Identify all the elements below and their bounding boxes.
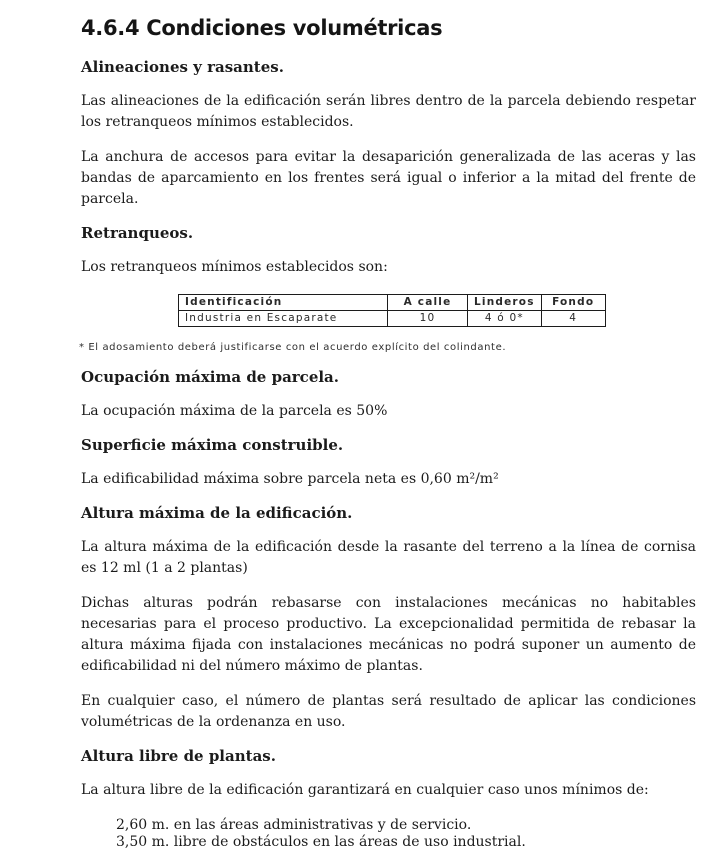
heading-altura-libre: Altura libre de plantas. (81, 747, 696, 766)
paragraph-en-cualquier-caso: En cualquier caso, el número de plantas será resultado de aplicar las condiciones volumétricas de la ordenanza en uso. (81, 691, 696, 733)
table-footnote: * El adosamiento deberá justificarse con el acuerdo explícito del colindante. (79, 341, 696, 354)
retranqueos-table (178, 294, 606, 327)
heading-superficie-maxima: Superficie máxima construible. (81, 436, 696, 455)
paragraph-dichas-alturas: Dichas alturas podrán rebasarse con instalaciones mecánicas no habitables necesarias para el proceso productivo. La excepcionalidad permitida de rebasar la altura máxima fijada con instalaciones mecánicas no podrá suponer un aumento de edificabilidad ni del número máximo de plantas. (81, 593, 696, 677)
table-header-linderos: Linderos (468, 295, 542, 311)
table-header-row (179, 295, 606, 311)
table-header-identificacion: Identificación (179, 295, 388, 311)
section-title: 4.6.4 Condiciones volumétricas (81, 15, 696, 41)
table-header-a-calle: A calle (388, 295, 468, 311)
cell-linderos: 4 ó 0* (468, 311, 542, 327)
paragraph-altura-maxima: La altura máxima de la edificación desde la rasante del terreno a la línea de cornisa es 12 ml (1 a 2 plantas) (81, 537, 696, 579)
cell-fondo: 4 (541, 311, 605, 327)
heading-altura-maxima: Altura máxima de la edificación. (81, 504, 696, 523)
paragraph-altura-libre: La altura libre de la edificación garantizará en cualquier caso unos mínimos de: (81, 780, 696, 801)
cell-a-calle: 10 (388, 311, 468, 327)
paragraph-anchura-accesos: La anchura de accesos para evitar la desaparición generalizada de las aceras y las bandas de aparcamiento en los frentes será igual o inferior a la mitad del frente de parcela. (81, 147, 696, 210)
table-header-fondo: Fondo (541, 295, 605, 311)
heading-alineaciones-rasantes: Alineaciones y rasantes. (81, 58, 696, 77)
list-item-industrial: 3,50 m. libre de obstáculos en las áreas de uso industrial. (116, 834, 696, 850)
minimum-heights-list (116, 817, 696, 850)
paragraph-ocupacion: La ocupación máxima de la parcela es 50% (81, 401, 696, 422)
paragraph-retranqueos-intro: Los retranqueos mínimos establecidos son: (81, 257, 696, 278)
paragraph-alineaciones: Las alineaciones de la edificación serán libres dentro de la parcela debiendo respetar los retranqueos mínimos establecidos. (81, 91, 696, 133)
heading-retranqueos: Retranqueos. (81, 224, 696, 243)
heading-ocupacion-maxima: Ocupación máxima de parcela. (81, 368, 696, 387)
paragraph-superficie: La edificabilidad máxima sobre parcela neta es 0,60 m²/m² (81, 469, 696, 490)
table-row (179, 311, 606, 327)
cell-identificacion: Industria en Escaparate (179, 311, 388, 327)
list-item-administrativas: 2,60 m. en las áreas administrativas y de servicio. (116, 817, 696, 834)
